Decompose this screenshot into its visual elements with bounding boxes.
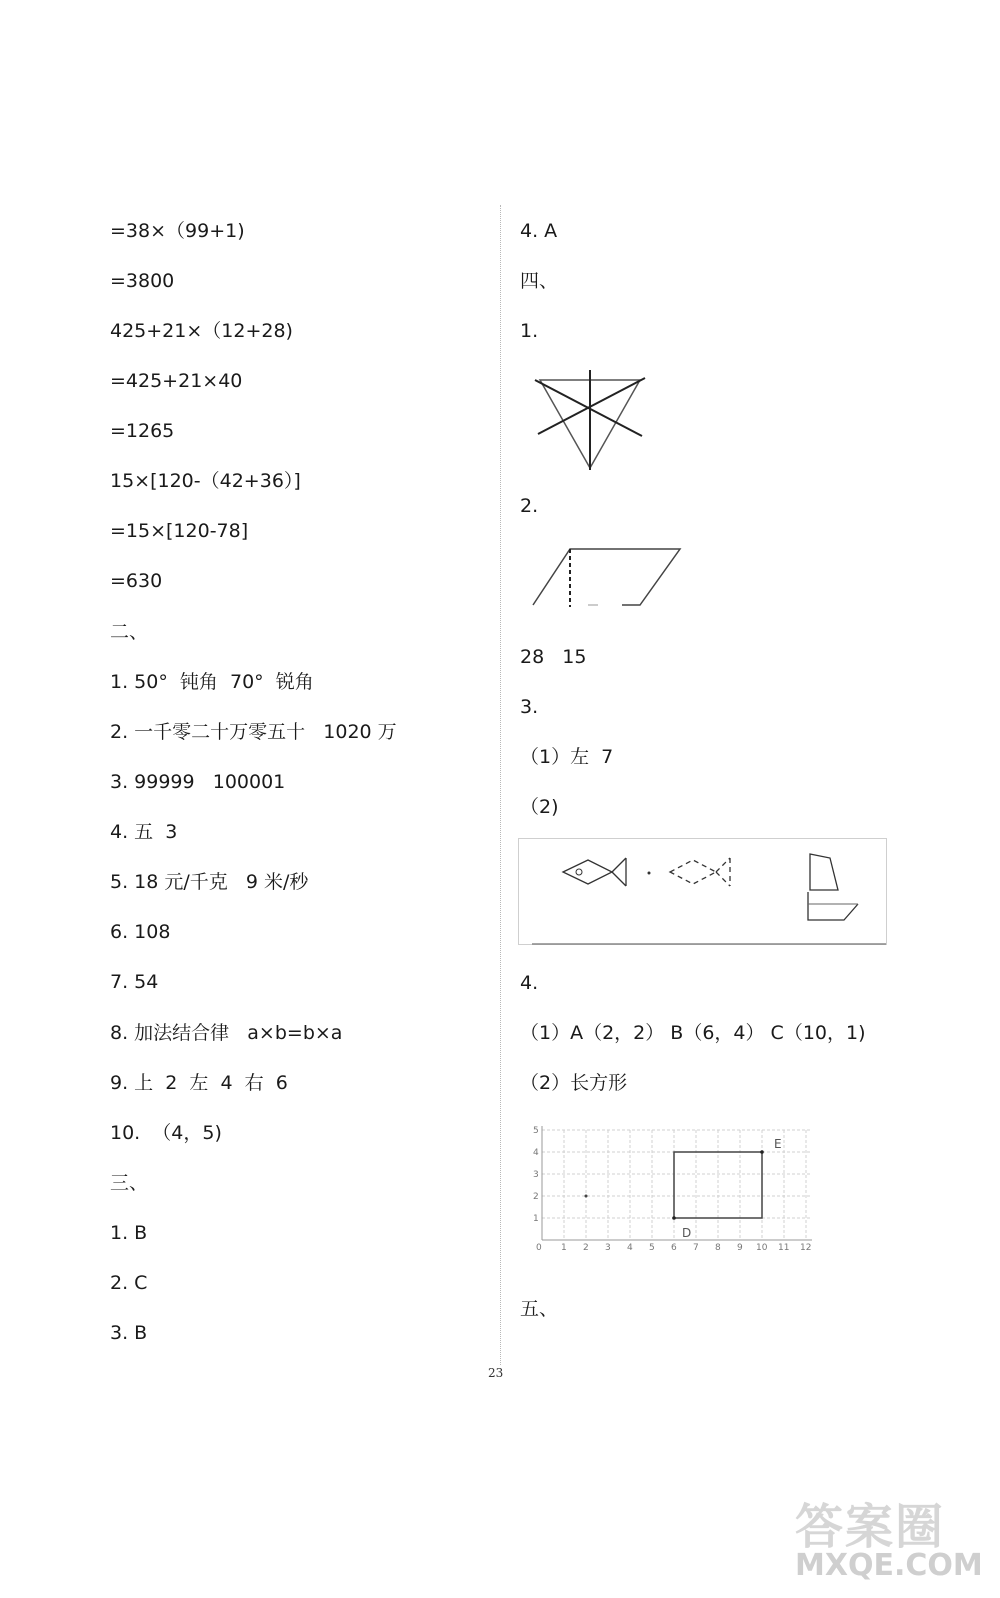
answer-line: =38×（99+1) (110, 220, 245, 242)
x-tick-label: 7 (693, 1243, 699, 1253)
y-tick-label: 4 (533, 1148, 539, 1158)
answer-line: 4. 五 3 (110, 821, 178, 843)
answer-line: 8. 加法结合律 a×b=b×a (110, 1022, 343, 1044)
point-label: D (682, 1226, 692, 1240)
x-tick-label: 0 (536, 1243, 542, 1253)
answer-line: 2. C (110, 1272, 148, 1294)
answer-line: =630 (110, 570, 163, 592)
answer-line: 3. B (110, 1322, 148, 1344)
point-label: E (774, 1137, 782, 1151)
x-tick-label: 12 (800, 1243, 812, 1253)
watermark (795, 1488, 985, 1588)
answer-line: 9. 上 2 左 4 右 6 (110, 1072, 288, 1094)
item-number: 2. (520, 495, 539, 517)
translation-figure (518, 836, 890, 948)
x-tick-label: 2 (583, 1243, 589, 1253)
answer-line: 7. 54 (110, 971, 159, 993)
answer-line: =3800 (110, 270, 175, 292)
x-tick-label: 9 (737, 1243, 743, 1253)
answer-line: 2. 一千零二十万零五十 1020 万 (110, 721, 397, 743)
answer-line: =1265 (110, 420, 175, 442)
section-heading: 三、 (110, 1172, 149, 1194)
x-tick-label: 6 (671, 1243, 677, 1253)
answer-line: =15×[120-78] (110, 520, 249, 542)
answer-line: 5. 18 元/千克 9 米/秒 (110, 871, 309, 893)
watermark-url: MXQE.COM (795, 1548, 983, 1583)
item-number: 4. (520, 972, 539, 994)
answer-line: （1）左 7 (520, 746, 614, 768)
x-tick-label: 10 (756, 1243, 768, 1253)
parallelogram-figure (530, 543, 685, 613)
x-tick-label: 4 (627, 1243, 633, 1253)
x-tick-label: 11 (778, 1243, 790, 1253)
grid-lines (542, 1130, 810, 1240)
page-number: 23 (488, 1366, 504, 1380)
x-tick-label: 8 (715, 1243, 721, 1253)
answer-line: 10. （4，5) (110, 1122, 222, 1144)
y-tick-label: 1 (533, 1214, 539, 1224)
coordinate-grid-figure (530, 1122, 825, 1262)
y-tick-label: 5 (533, 1126, 539, 1136)
answer-line: （2）长方形 (520, 1072, 628, 1094)
y-tick-label: 2 (533, 1192, 539, 1202)
y-tick-label: 3 (533, 1170, 539, 1180)
answer-line: 1. B (110, 1222, 148, 1244)
answer-line: 6. 108 (110, 921, 171, 943)
x-tick-label: 1 (561, 1243, 567, 1253)
answer-line: 3. 99999 100001 (110, 771, 286, 793)
x-tick-label: 3 (605, 1243, 611, 1253)
answer-line: 28 15 (520, 646, 587, 668)
answer-line: 15×[120-（42+36）] (110, 470, 301, 492)
item-number: 3. (520, 696, 539, 718)
answer-line: （2) (520, 796, 559, 818)
triangle-symmetry-figure (530, 370, 650, 475)
answer-line: 1. 50° 钝角 70° 锐角 (110, 671, 314, 693)
answer-line: 4. A (520, 220, 558, 242)
watermark-logo: 答案圈 (795, 1499, 946, 1555)
answer-line: =425+21×40 (110, 370, 243, 392)
answer-line: （1）A（2，2） B（6，4） C（10，1) (520, 1022, 866, 1044)
item-number: 1. (520, 320, 539, 342)
answer-line: 425+21×（12+28) (110, 320, 293, 342)
section-heading: 四、 (520, 270, 559, 292)
x-tick-label: 5 (649, 1243, 655, 1253)
section-heading: 五、 (520, 1298, 559, 1320)
section-heading: 二、 (110, 621, 149, 643)
column-divider (500, 205, 501, 1365)
